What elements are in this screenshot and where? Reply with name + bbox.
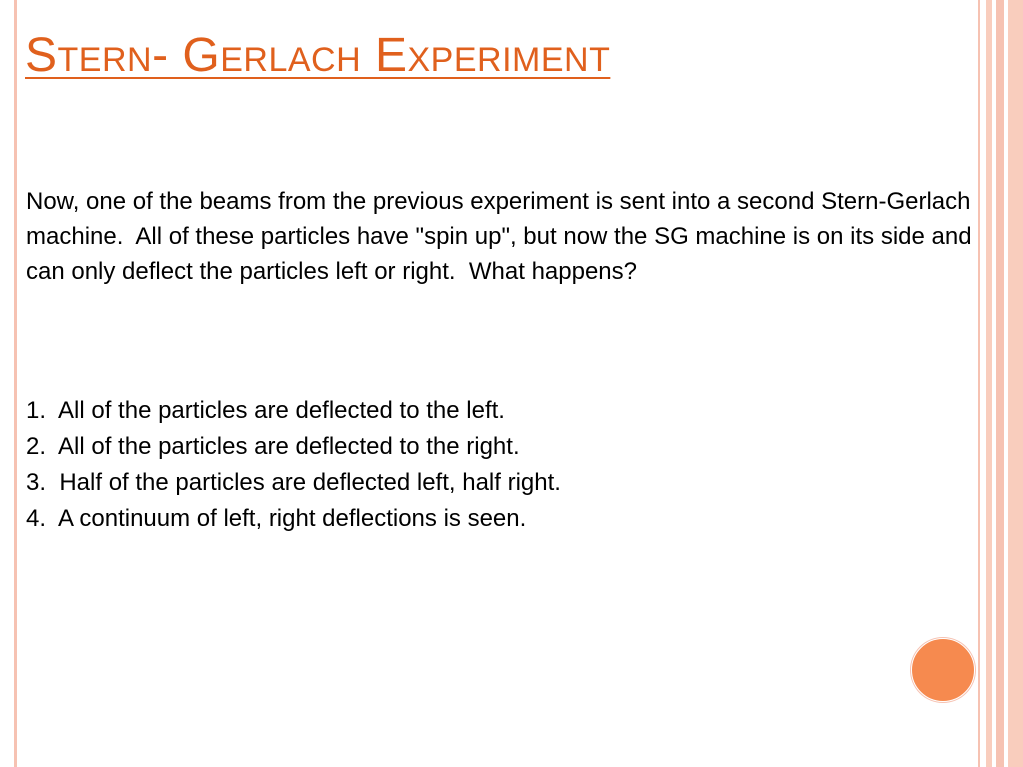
right-stripe [1008,0,1023,767]
answer-option-2: 2. All of the particles are deflected to the right. [26,433,520,460]
answer-options-list [26,393,926,537]
left-border-line [14,0,17,767]
slide-title: Stern- Gerlach Experiment [25,29,611,82]
answer-option-1: 1. All of the particles are deflected to the left. [26,397,505,424]
right-stripe [986,0,992,767]
question-paragraph: Now, one of the beams from the previous experiment is sent into a second Stern-Gerlach machine. All of these particles have "spin up", but now the SG machine is on its side and can only deflect the particles left or right. What happens? [26,188,979,285]
answer-option-4: 4. A continuum of left, right deflections is seen. [26,505,527,532]
decorative-circle [911,638,975,702]
right-stripe [978,0,980,767]
answer-option-3: 3. Half of the particles are deflected left, half right. [26,469,561,496]
right-stripe [996,0,1004,767]
